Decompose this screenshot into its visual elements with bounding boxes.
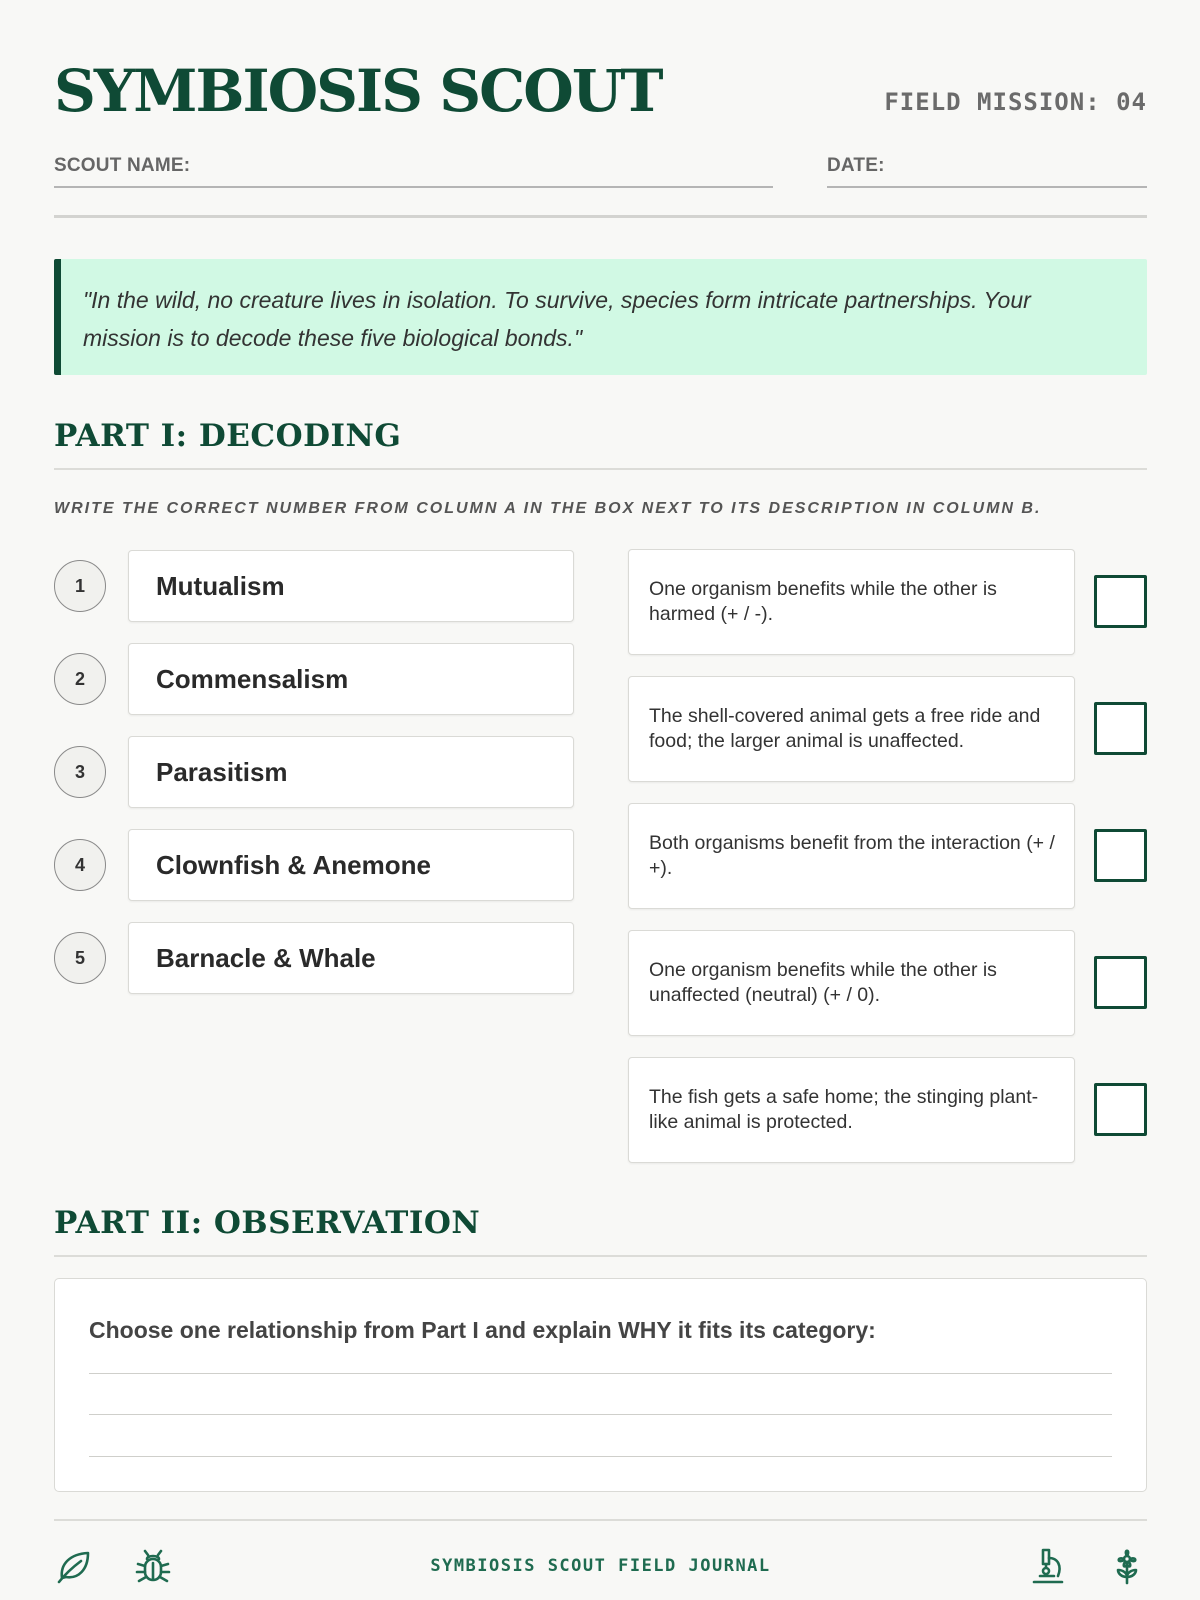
answer-box[interactable]	[1094, 1083, 1147, 1136]
observation-card	[54, 1278, 1147, 1492]
observation-prompt: Choose one relationship from Part I and explain WHY it fits its category:	[89, 1317, 876, 1343]
description-text: The fish gets a safe home; the stinging plant-like animal is protected.	[649, 1086, 1039, 1133]
answer-box[interactable]	[1094, 829, 1147, 882]
description-card	[628, 676, 1075, 782]
term-card: Clownfish & Anemone	[128, 829, 574, 901]
term-number: 4	[54, 839, 106, 891]
term-row	[54, 736, 574, 808]
term-card: Barnacle & Whale	[128, 922, 574, 994]
part-one-title: PART I: DECODING	[54, 418, 402, 454]
answer-box[interactable]	[1094, 702, 1147, 755]
writing-line[interactable]	[89, 1373, 1112, 1374]
description-text: One organism benefits while the other is harmed (+ / -).	[649, 578, 997, 625]
description-row	[628, 676, 1147, 782]
description-card	[628, 930, 1075, 1036]
term-card: Mutualism	[128, 550, 574, 622]
scout-name-label: SCOUT NAME:	[54, 155, 191, 176]
term-row	[54, 829, 574, 901]
description-row	[628, 1057, 1147, 1163]
description-card	[628, 1057, 1075, 1163]
part-two-title: PART II: OBSERVATION	[54, 1205, 481, 1241]
footer-title: SYMBIOSIS SCOUT FIELD JOURNAL	[430, 1556, 771, 1576]
date-label: DATE:	[827, 155, 885, 176]
term-row	[54, 922, 574, 994]
description-card	[628, 549, 1075, 655]
description-row	[628, 549, 1147, 655]
term-row	[54, 643, 574, 715]
writing-line[interactable]	[89, 1414, 1112, 1415]
flower-icon	[1107, 1546, 1147, 1586]
part-one-divider	[54, 468, 1147, 470]
worksheet-page	[54, 0, 1147, 1600]
term-number: 5	[54, 932, 106, 984]
header-divider	[54, 215, 1147, 218]
term-row	[54, 550, 574, 622]
mission-quote: "In the wild, no creature lives in isolation. To survive, species form intricate partnerships. Your mission is to decode these five biological bonds."	[54, 259, 1147, 375]
mission-number: FIELD MISSION: 04	[884, 88, 1147, 116]
description-text: Both organisms benefit from the interaction (+ / +).	[649, 832, 1055, 879]
description-text: The shell-covered animal gets a free ride and food; the larger animal is unaffected.	[649, 705, 1041, 752]
part-one-instruction: WRITE THE CORRECT NUMBER FROM COLUMN A IN THE BOX NEXT TO ITS DESCRIPTION IN COLUMN B.	[54, 500, 1042, 517]
scout-name-field[interactable]	[54, 186, 773, 188]
writing-line[interactable]	[89, 1456, 1112, 1457]
term-card: Parasitism	[128, 736, 574, 808]
term-number: 1	[54, 560, 106, 612]
term-number: 2	[54, 653, 106, 705]
part-two-divider	[54, 1255, 1147, 1257]
answer-box[interactable]	[1094, 956, 1147, 1009]
term-card: Commensalism	[128, 643, 574, 715]
footer-divider	[54, 1519, 1147, 1521]
answer-box[interactable]	[1094, 575, 1147, 628]
description-row	[628, 930, 1147, 1036]
microscope-icon	[1028, 1546, 1068, 1586]
description-text: One organism benefits while the other is unaffected (neutral) (+ / 0).	[649, 959, 997, 1006]
description-row	[628, 803, 1147, 909]
term-number: 3	[54, 746, 106, 798]
date-field[interactable]	[827, 186, 1147, 188]
description-card	[628, 803, 1075, 909]
page-title: SYMBIOSIS SCOUT	[54, 57, 662, 125]
